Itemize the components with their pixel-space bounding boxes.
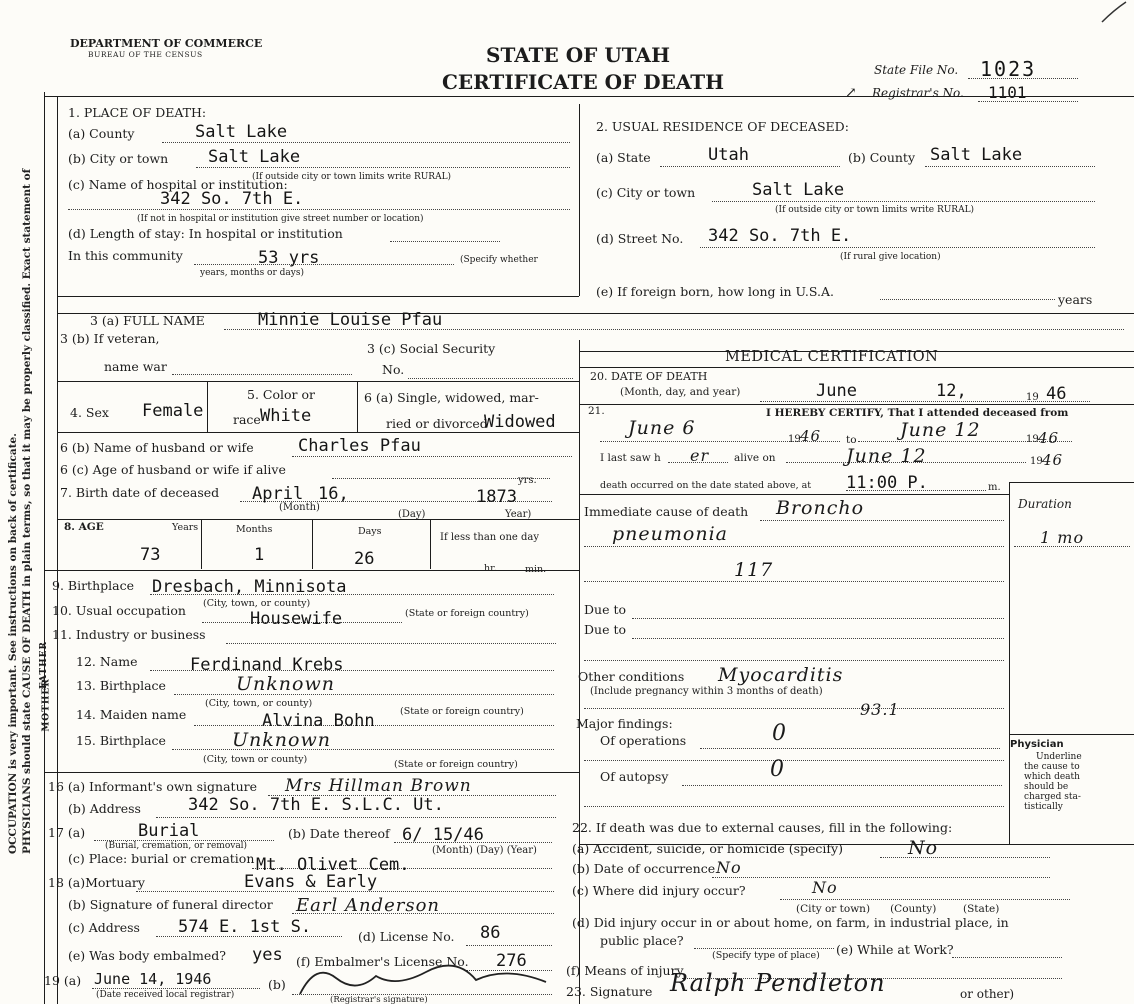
father-side-label: FATHER	[38, 641, 49, 689]
attended-from: June 6	[628, 417, 696, 439]
last-saw-pronoun: er	[690, 446, 710, 465]
day-caption: (Day)	[398, 509, 426, 520]
informant-signature-label: 16 (a) Informant's own signature	[48, 779, 257, 794]
place-hospital-value: 342 So. 7th E.	[160, 189, 304, 209]
place-stay-note: (Specify whether	[460, 255, 538, 265]
residence-street-label: (d) Street No.	[596, 231, 684, 246]
external-a-label: (a) Accident, suicide, or homicide (specify)	[572, 841, 843, 856]
spouse-age-label: 6 (c) Age of husband or wife if alive	[60, 462, 286, 477]
alive-on-label: alive on	[734, 452, 776, 464]
date-of-death-year-prefix: 19	[1026, 392, 1039, 403]
duration-column-line	[1009, 482, 1010, 844]
residence-county-label: (b) County	[848, 150, 916, 165]
industry-label: 11. Industry or business	[52, 627, 206, 642]
spouse-label: 6 (b) Name of husband or wife	[60, 440, 254, 455]
years-header: Years	[172, 522, 199, 533]
father-birthplace-cap1: (City, town, or county)	[205, 698, 313, 709]
full-name-label: 3 (a) FULL NAME	[90, 313, 205, 328]
marital-value: Widowed	[484, 412, 556, 432]
burial-place-value: Mt. Olivet Cem.	[256, 855, 410, 875]
residence-state-label: (a) State	[596, 150, 651, 165]
sidebar-line-2: PHYSICIANS should state CAUSE OF DEATH in plain terms, so that it may be properly classified. Exact statement of	[21, 168, 33, 854]
registrar-label: Registrar's No.	[872, 86, 964, 100]
place-city-value: Salt Lake	[208, 147, 301, 167]
residence-street-value: 342 So. 7th E.	[708, 226, 852, 246]
director-signature: Earl Anderson	[296, 895, 440, 916]
yrs-label: yrs.	[518, 475, 537, 486]
date-of-death-day: 12,	[936, 381, 967, 401]
residence-foreign-label: (e) If foreign born, how long in U.S.A.	[596, 284, 834, 299]
year3-prefix: 19	[1030, 456, 1043, 467]
birthplace-label: 9. Birthplace	[52, 578, 134, 593]
major-findings-label: Major findings:	[576, 716, 673, 731]
full-name-value: Minnie Louise Pfau	[258, 310, 443, 330]
race-value: White	[260, 406, 312, 426]
attended-to: June 12	[900, 419, 981, 441]
last-saw-year: 46	[1042, 451, 1064, 469]
mortuary-address-value: 574 E. 1st S.	[178, 917, 312, 937]
embalmer-license-value: 276	[496, 951, 527, 971]
mother-birthplace-cap1: (City, town or county)	[203, 754, 308, 765]
burial-a-caption: (Burial, cremation, or removal)	[105, 841, 248, 851]
last-saw-label: I last saw h	[600, 452, 661, 464]
external-e-label: (e) While at Work?	[836, 942, 954, 957]
attended-to-label: to	[846, 434, 857, 446]
external-d-label: (d) Did injury occur in or about home, on farm, in industrial place, in	[572, 915, 1009, 930]
of-autopsy-label: Of autopsy	[600, 769, 669, 784]
registrar-number: 1101	[988, 83, 1027, 102]
hr-label: hr.	[484, 563, 497, 574]
external-b-value: No	[716, 858, 742, 877]
embalmed-label: (e) Was body embalmed?	[68, 948, 226, 963]
social-security-label: 3 (c) Social Security	[367, 341, 496, 356]
license-value: 86	[480, 923, 501, 943]
place-stay-note2: years, months or days)	[200, 268, 304, 278]
stray-pen-mark	[1100, 0, 1130, 24]
alive-on-date: June 12	[846, 445, 927, 467]
informant-address-label: (b) Address	[68, 801, 141, 816]
frame-top	[44, 96, 1134, 97]
age-years-value: 73	[140, 545, 161, 565]
burial-place-label: (c) Place: burial or cremation	[68, 851, 255, 866]
month-caption: (Month)	[279, 502, 320, 513]
sex-value: Female	[142, 401, 204, 421]
bureau-label: BUREAU OF THE CENSUS	[88, 50, 203, 59]
burial-a-value: Burial	[138, 821, 200, 841]
burial-a-label: 17 (a)	[48, 825, 86, 840]
months-header: Months	[236, 524, 273, 535]
place-city-note: (If outside city or town limits write RURAL)	[252, 172, 452, 182]
min-label: min.	[525, 564, 547, 575]
immediate-cause-label: Immediate cause of death	[584, 504, 749, 519]
father-name-value: Ferdinand Krebs	[190, 655, 344, 675]
frame-left	[44, 92, 45, 1004]
year-caption: Year)	[505, 509, 532, 520]
received-label: 19 (a)	[44, 973, 82, 988]
days-header: Days	[358, 526, 382, 537]
physician-note-line: the cause to	[1024, 762, 1080, 772]
place-community-label: In this community	[68, 248, 183, 263]
place-community-value: 53 yrs	[258, 248, 320, 268]
sidebar-instructions	[6, 154, 34, 854]
external-c-caption: (City or town) (County) (State)	[796, 903, 1000, 915]
certify-text: I HEREBY CERTIFY, That I attended deceased from	[766, 407, 1069, 419]
state-file-number: 1023	[980, 57, 1037, 81]
place-hospital-label: (c) Name of hospital or institution:	[68, 177, 288, 192]
place-city-label: (b) City or town	[68, 151, 169, 166]
residence-city-note: (If outside city or town limits write RURAL)	[775, 205, 975, 215]
birth-month-value: April	[252, 484, 304, 504]
birth-date-label: 7. Birth date of deceased	[60, 485, 220, 500]
place-hospital-note: (If not in hospital or institution give street number or location)	[137, 214, 424, 224]
physician-signature: Ralph Pendleton	[670, 969, 886, 997]
external-b-label: (b) Date of occurrence	[572, 861, 716, 876]
date-of-death-caption: (Month, day, and year)	[620, 386, 741, 398]
residence-street-note: (If rural give location)	[840, 252, 941, 262]
death-time: 11:00 P.	[846, 473, 928, 493]
burial-date-value: 6/ 15/46	[402, 825, 484, 845]
date-of-death-month: June	[816, 381, 857, 401]
birthplace-cap1: (City, town, or county)	[203, 598, 311, 609]
cert-21-label: 21.	[588, 405, 605, 417]
residence-state-value: Utah	[708, 145, 749, 165]
sex-label: 4. Sex	[70, 405, 109, 420]
mortuary-value: Evans & Early	[244, 872, 378, 892]
state-file-label: State File No.	[874, 63, 959, 77]
time-m-label: m.	[988, 482, 1001, 493]
year2-prefix: 19	[1026, 434, 1039, 445]
father-birthplace-cap2: (State or foreign country)	[400, 706, 524, 717]
death-occurred-label: death occurred on the date stated above, at	[600, 480, 812, 491]
physician-note	[1024, 752, 1082, 812]
veteran-label: 3 (b) If veteran,	[60, 331, 160, 346]
color-label: 5. Color or	[247, 387, 315, 402]
ss-no-label: No.	[382, 362, 405, 377]
column-divider-top	[579, 104, 580, 296]
cause-code-2: 93.1	[860, 700, 900, 719]
less-than-day-header: If less than one day	[440, 532, 539, 543]
other-conditions-caption: (Include pregnancy within 3 months of death)	[590, 686, 823, 697]
war-label: name war	[104, 359, 167, 374]
mother-birthplace-label: 15. Birthplace	[76, 733, 166, 748]
duration-value: 1 mo	[1040, 528, 1085, 547]
embalmer-license-label: (f) Embalmer's License No.	[296, 954, 469, 969]
director-signature-label: (b) Signature of funeral director	[68, 897, 273, 912]
mother-birthplace-cap2: (State or foreign country)	[394, 759, 518, 770]
due-to-label-2: Due to	[584, 622, 626, 637]
physician-note-line: which death	[1024, 772, 1080, 782]
place-stay-label: (d) Length of stay: In hospital or institution	[68, 226, 343, 241]
received-caption: (Date received local registrar)	[96, 990, 235, 1000]
state-title: STATE OF UTAH	[486, 43, 670, 67]
physician-note-line: should be	[1024, 782, 1069, 792]
father-birthplace-value: Unknown	[236, 673, 335, 695]
date-of-death-year: 46	[1046, 384, 1067, 404]
registrar-signature-caption: (Registrar's signature)	[330, 995, 428, 1004]
physician-note-line: charged sta-	[1024, 792, 1081, 802]
physician-note-line: Underline	[1036, 752, 1082, 762]
residence-county-value: Salt Lake	[930, 145, 1023, 165]
residence-city-value: Salt Lake	[752, 180, 845, 200]
other-conditions-value: Myocarditis	[718, 664, 844, 686]
burial-date-caption: (Month) (Day) (Year)	[432, 845, 537, 856]
of-operations-value: 0	[772, 721, 787, 746]
occupation-value: Housewife	[250, 609, 343, 629]
residence-heading: 2. USUAL RESIDENCE OF DECEASED:	[596, 119, 849, 134]
year1-prefix: 19	[788, 434, 801, 445]
occupation-label: 10. Usual occupation	[52, 603, 186, 618]
age-label: 8. AGE	[64, 521, 104, 533]
mortuary-label: 18 (a)Mortuary	[48, 875, 145, 890]
physician-note-line: tistically	[1024, 802, 1063, 812]
age-days-value: 26	[354, 549, 375, 569]
place-county-label: (a) County	[68, 126, 135, 141]
external-a-value: No	[908, 837, 939, 859]
of-autopsy-value: 0	[770, 757, 785, 782]
mortuary-address-label: (c) Address	[68, 920, 140, 935]
cause-line-2: pneumonia	[612, 523, 728, 545]
external-c-label: (c) Where did injury occur?	[572, 883, 746, 898]
place-county-value: Salt Lake	[195, 122, 288, 142]
other-conditions-label: Other conditions	[578, 669, 685, 684]
registrar-sig-label: (b)	[268, 977, 286, 992]
residence-years-label: years	[1058, 292, 1093, 307]
race-label: race	[233, 412, 261, 427]
attended-year1: 46	[800, 427, 822, 445]
father-name-label: 12. Name	[76, 654, 138, 669]
place-heading: 1. PLACE OF DEATH:	[68, 105, 207, 120]
age-months-value: 1	[254, 545, 265, 565]
mother-side-label: MOTHER	[41, 678, 52, 732]
mother-maiden-value: Alvina Bohn	[262, 711, 375, 731]
informant-signature: Mrs Hillman Brown	[285, 776, 472, 796]
external-f-label: (f) Means of injury	[566, 963, 684, 978]
burial-date-label: (b) Date thereof	[288, 826, 390, 841]
father-birthplace-label: 13. Birthplace	[76, 678, 166, 693]
physician-note-heading: Physician	[1010, 739, 1064, 750]
marital-label: 6 (a) Single, widowed, mar-	[364, 390, 539, 405]
attended-year2: 46	[1038, 429, 1060, 447]
marital-label2: ried or divorced	[386, 416, 488, 431]
signature-label: 23. Signature	[566, 984, 653, 999]
cause-line-1: Broncho	[776, 497, 865, 519]
mother-birthplace-value: Unknown	[232, 729, 331, 751]
sidebar-line-1: OCCUPATION is very important. See instructions on back of certificate.	[7, 433, 19, 854]
arrow-mark: ↗	[845, 85, 857, 101]
external-d-caption: (Specify type of place)	[712, 950, 820, 961]
due-to-label-1: Due to	[584, 602, 626, 617]
external-heading: 22. If death was due to external causes, fill in the following:	[572, 820, 953, 835]
mother-maiden-label: 14. Maiden name	[76, 707, 187, 722]
embalmed-value: yes	[252, 945, 283, 965]
of-operations-label: Of operations	[600, 733, 687, 748]
date-of-death-label: 20. DATE OF DEATH	[590, 370, 708, 383]
external-c-value: No	[812, 878, 838, 897]
received-value: June 14, 1946	[94, 970, 212, 988]
cause-code-1: 117	[734, 559, 774, 581]
external-d-label2: public place?	[600, 933, 684, 948]
birth-year-value: 1873	[476, 487, 517, 507]
birthplace-value: Dresbach, Minnisota	[152, 577, 347, 597]
dept-label: DEPARTMENT OF COMMERCE	[70, 37, 263, 50]
license-label: (d) License No.	[358, 929, 455, 944]
medical-heading: MEDICAL CERTIFICATION	[725, 349, 939, 365]
certificate-title: CERTIFICATE OF DEATH	[442, 70, 725, 94]
duration-header: Duration	[1018, 497, 1072, 511]
spouse-value: Charles Pfau	[298, 436, 421, 456]
signature-tail: or other)	[960, 987, 1015, 1001]
birthplace-cap2: (State or foreign country)	[405, 608, 529, 619]
residence-city-label: (c) City or town	[596, 185, 696, 200]
informant-address-value: 342 So. 7th E. S.L.C. Ut.	[188, 795, 444, 815]
birth-day-value: 16,	[318, 484, 349, 504]
